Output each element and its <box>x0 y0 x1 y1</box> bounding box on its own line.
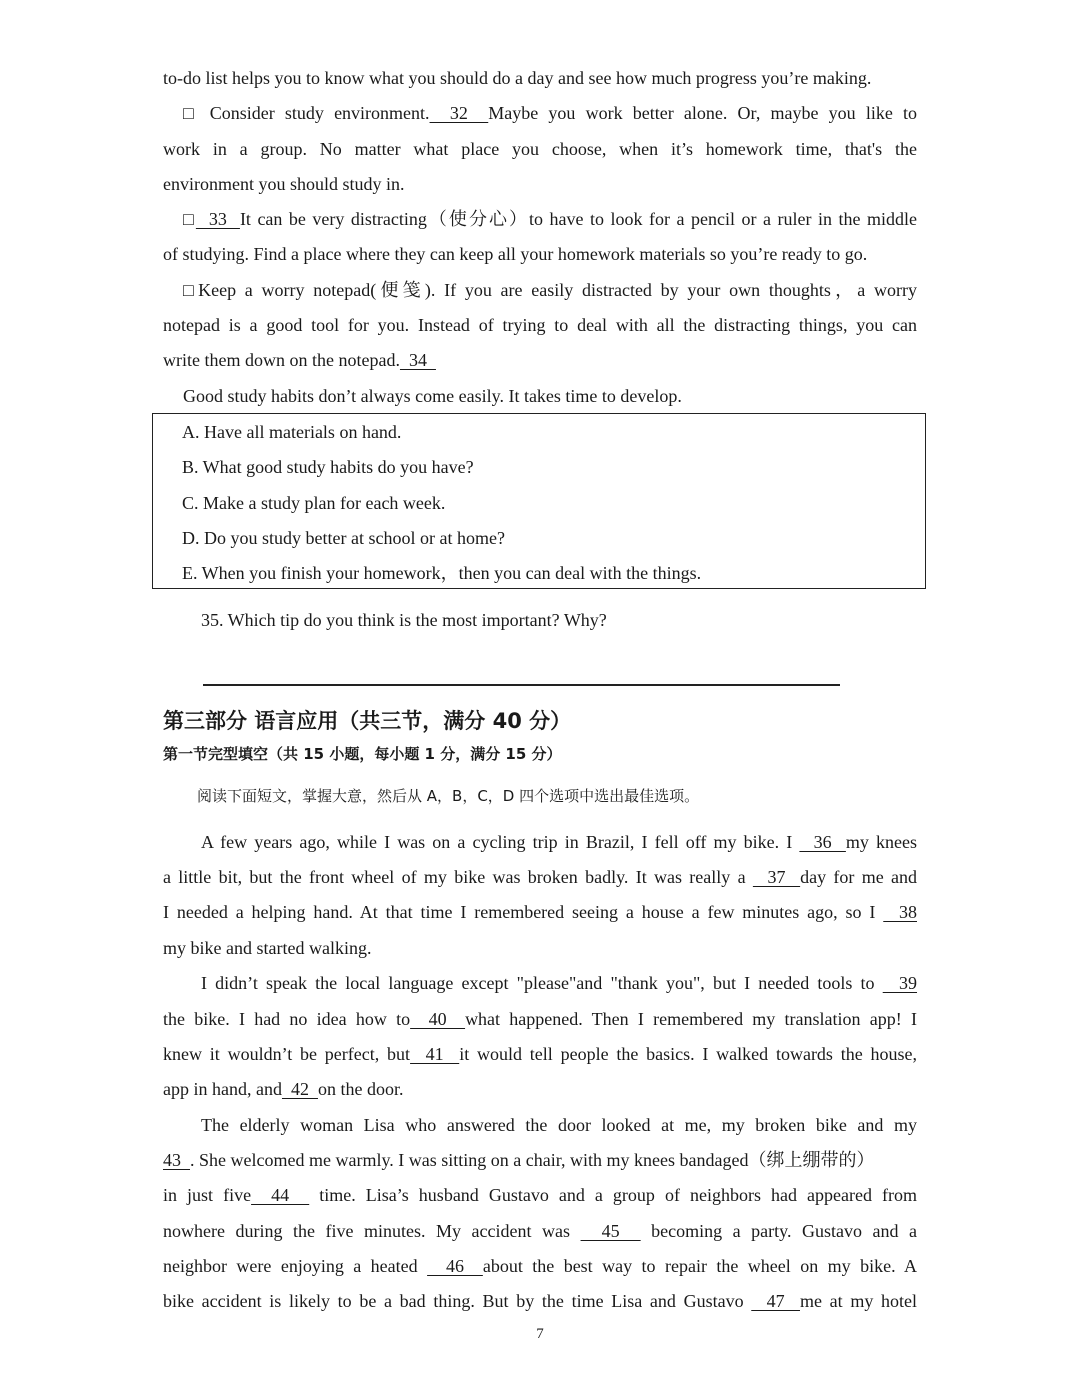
text: time. Lisa’s husband Gustavo and a group of neighbors had appeared from <box>319 1185 917 1205</box>
text: bike accident is likely to be a bad thing. But by the time Lisa and Gustavo <box>163 1291 744 1311</box>
text-line <box>163 865 917 889</box>
blank-47[interactable]: 47 <box>751 1291 800 1311</box>
option-c[interactable]: C. Make a study plan for each week. <box>182 493 446 513</box>
part-3-title: 第三部分 语言应用（共三节，满分 40 分） <box>163 709 572 733</box>
text: I didn’t speak the local language except "please"and "thank you", but I needed tools to <box>201 973 875 993</box>
text: Maybe you work better alone. Or, maybe you like to <box>488 103 917 123</box>
text: about the best way to repair the wheel on my bike. A <box>482 1256 918 1276</box>
text-line <box>183 207 917 231</box>
text-line <box>163 313 917 337</box>
blank-46[interactable]: 46 <box>427 1256 483 1276</box>
text: work in a group. No matter what place you choose, when it’s homework time, that's the <box>163 139 917 159</box>
instruction: 阅读下面短文，掌握大意，然后从 A，B，C，D 四个选项中选出最佳选项。 <box>197 787 700 805</box>
text-line <box>183 278 917 302</box>
option-a[interactable]: A. Have all materials on hand. <box>182 422 402 442</box>
blank-40[interactable]: 40 <box>410 1009 466 1029</box>
text-line <box>183 384 937 408</box>
option-e[interactable]: E. When you finish your homework，then you can deal with the things. <box>182 563 702 583</box>
blank-39[interactable]: 39 <box>882 973 918 993</box>
text: me at my hotel <box>799 1291 917 1311</box>
text: environment you should study in. <box>163 174 405 194</box>
text-line <box>163 900 917 924</box>
text-line <box>201 1113 917 1137</box>
text-line <box>163 1289 917 1313</box>
text: in just five <box>163 1185 252 1205</box>
text: notepad is a good tool for you. Instead of trying to deal with all the distracting things, you can <box>163 315 917 335</box>
blank-34[interactable]: 34 <box>399 350 436 370</box>
text: . She welcomed me warmly. I was sitting on a chair, with my knees bandaged（绑上绷带的） <box>190 1150 875 1170</box>
blank-41[interactable]: 41 <box>410 1044 460 1064</box>
text: neighbor were enjoying a heated <box>163 1256 418 1276</box>
section-1-subtitle: 第一节完型填空（共 15 小题，每小题 1 分，满分 15 分） <box>163 745 562 763</box>
text: The elderly woman Lisa who answered the door looked at me, my broken bike and my <box>201 1115 917 1135</box>
text-line <box>163 348 917 372</box>
option-d[interactable]: D. Do you study better at school or at home? <box>182 528 505 548</box>
text: I needed a helping hand. At that time I remembered seeing a house a few minutes ago, so I <box>163 902 876 922</box>
text: my bike and started walking. <box>163 938 372 958</box>
blank-37[interactable]: 37 <box>752 867 801 887</box>
blank-44[interactable]: 44 <box>251 1185 310 1205</box>
text-line <box>163 1254 917 1278</box>
text-line <box>163 137 917 161</box>
option-b[interactable]: B. What good study habits do you have? <box>182 457 474 477</box>
blank-43[interactable]: 43 <box>163 1150 190 1170</box>
text-line <box>201 830 917 854</box>
text: what happened. Then I remembered my translation app! I <box>465 1009 917 1029</box>
text: It can be very distracting（使分心）to have to look for a pencil or a ruler in the middle <box>239 209 918 229</box>
text: the bike. I had no idea how to <box>163 1009 411 1029</box>
text: A few years ago, while I was on a cycling trip in Brazil, I fell off my bike. I <box>201 832 793 852</box>
text-line <box>163 172 917 196</box>
text: □Keep a worry notepad(便笺). If you are easily distracted by your own thoughts，a worry <box>183 280 917 300</box>
text: of studying. Find a place where they can keep all your homework materials so you’re ready to go. <box>163 244 868 264</box>
text: Good study habits don’t always come easily. It takes time to develop. <box>183 386 682 406</box>
text-line <box>183 101 917 125</box>
answer-line-35[interactable] <box>203 684 840 686</box>
blank-32[interactable]: 32 <box>429 103 489 123</box>
text-line <box>163 66 917 90</box>
text: nowhere during the five minutes. My accident was <box>163 1221 571 1241</box>
text: knew it wouldn’t be perfect, but <box>163 1044 411 1064</box>
text: a little bit, but the front wheel of my bike was broken badly. It was really a <box>163 867 746 887</box>
text: to-do list helps you to know what you should do a day and see how much progress you’re making. <box>163 68 872 88</box>
text: write them down on the notepad. <box>163 350 400 370</box>
text: day for me and <box>800 867 918 887</box>
text-line <box>163 1007 917 1031</box>
text: becoming a party. Gustavo and a <box>651 1221 918 1241</box>
text: it would tell people the basics. I walked towards the house, <box>459 1044 918 1064</box>
page-number: 7 <box>536 1326 544 1342</box>
text-line <box>163 1042 917 1066</box>
text: □ <box>183 209 196 229</box>
text-line <box>163 1183 917 1207</box>
text: on the door. <box>317 1079 404 1099</box>
text-line <box>163 242 917 266</box>
text: app in hand, and <box>163 1079 282 1099</box>
text-line <box>163 1148 917 1172</box>
blank-45[interactable]: 45 <box>580 1221 641 1241</box>
text-line <box>163 1219 917 1243</box>
text-line <box>163 936 917 960</box>
text-line <box>163 1077 917 1101</box>
text: my knees <box>845 832 917 852</box>
text: □ Consider study environment. <box>183 103 430 123</box>
blank-36[interactable]: 36 <box>799 832 846 852</box>
blank-42[interactable]: 42 <box>281 1079 318 1099</box>
blank-38[interactable]: 38 <box>883 902 917 922</box>
blank-33[interactable]: 33 <box>195 209 240 229</box>
question-35: 35. Which tip do you think is the most important? Why? <box>201 610 607 630</box>
text-line <box>201 971 917 995</box>
